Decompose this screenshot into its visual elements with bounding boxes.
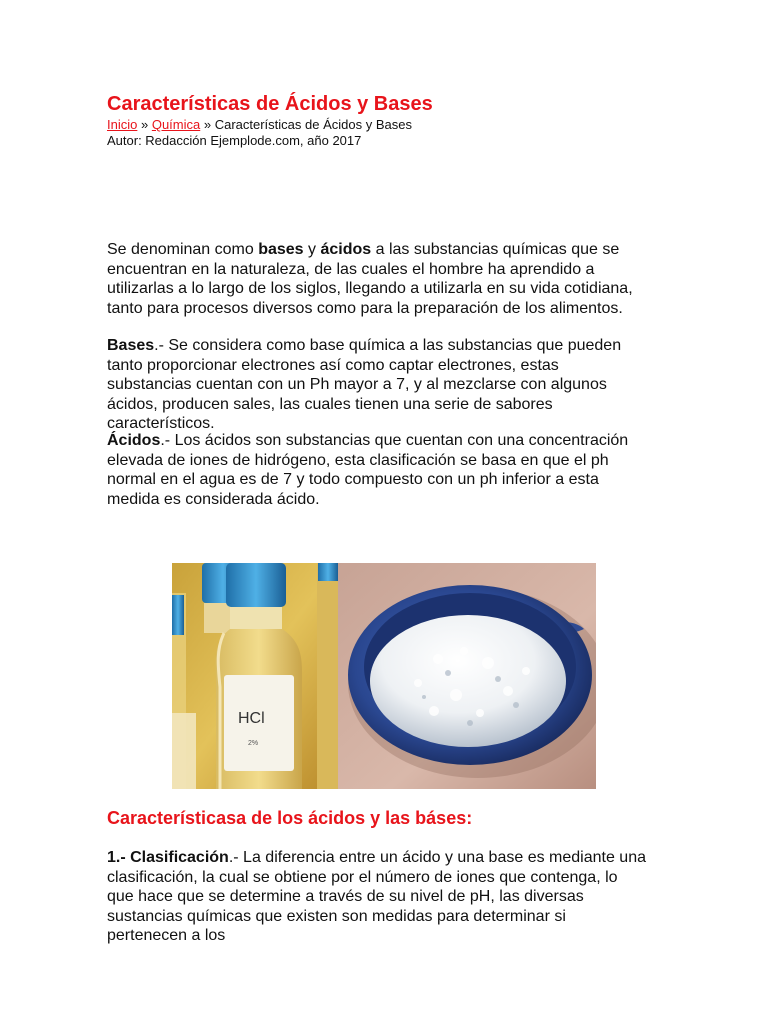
bases-definition: .- Se considera como base química a las substancias que pueden tanto proporcionar electrones así como captar electrones, estas substancias cuentan con un Ph mayor a 7, y al mezclarse con algunos ácidos, producen sales, las cuales tienen una serie de sabores característicos.: [107, 337, 622, 432]
bottle-sublabel: 2%: [248, 740, 259, 747]
acidos-definition: .- Los ácidos son substancias que cuentan con una concentración elevada de iones de hidrógeno, esta clasificación se basa en que el ph normal en el agua es de 7 y todo compuesto con un ph inferior a esta medida es considerada ácido.: [107, 432, 629, 508]
acidos-keyword: ácidos: [320, 241, 372, 258]
clasificacion-definition: .- La diferencia entre un ácido y una base es mediante una clasificación, la cual se obtiene por el número de iones que contenga, lo que hace que se determine a través de su nivel de pH, las diversas sustancias químicas que existen son medidas para determinar si pertenecen a los: [107, 849, 646, 944]
section-heading: Característicasa de los ácidos y las báses:: [107, 808, 473, 828]
breadcrumb-current: Características de Ácidos y Bases: [214, 117, 412, 132]
breadcrumb-home-link[interactable]: Inicio: [107, 117, 138, 132]
bases-term: Bases: [107, 337, 155, 354]
acidos-paragraph: [107, 431, 647, 509]
clasificacion-paragraph: [107, 848, 647, 946]
clasificacion-term: 1.- Clasificación: [107, 849, 229, 866]
author-line: Autor: Redacción Ejemplode.com, año 2017: [107, 133, 362, 148]
intro-paragraph: [107, 240, 647, 318]
page-title: Características de Ácidos y Bases: [107, 93, 433, 115]
bases-paragraph: [107, 336, 647, 434]
intro-text: Se denominan como: [107, 241, 259, 258]
salt-bowl-photo: [338, 563, 596, 789]
intro-text: y: [303, 241, 321, 258]
acids-bases-image: [172, 563, 596, 789]
acidos-term: Ácidos: [107, 432, 161, 449]
bases-keyword: bases: [258, 241, 304, 258]
intro-text: a las substancias químicas que se encuentran en la naturaleza, de las cuales el hombre ha aprendido a utilizarlas a lo largo de los siglos, llegando a utilizarla en su vida cotidiana, tanto para procesos diversos como para la preparación de los alimentos.: [107, 241, 633, 317]
acid-bottles-photo: [172, 563, 338, 789]
breadcrumb-category-link[interactable]: Química: [151, 117, 201, 132]
breadcrumb-separator: »: [200, 117, 215, 132]
breadcrumb-separator: »: [137, 117, 152, 132]
bottle-label: HCl: [238, 710, 265, 727]
breadcrumb: [107, 116, 412, 133]
